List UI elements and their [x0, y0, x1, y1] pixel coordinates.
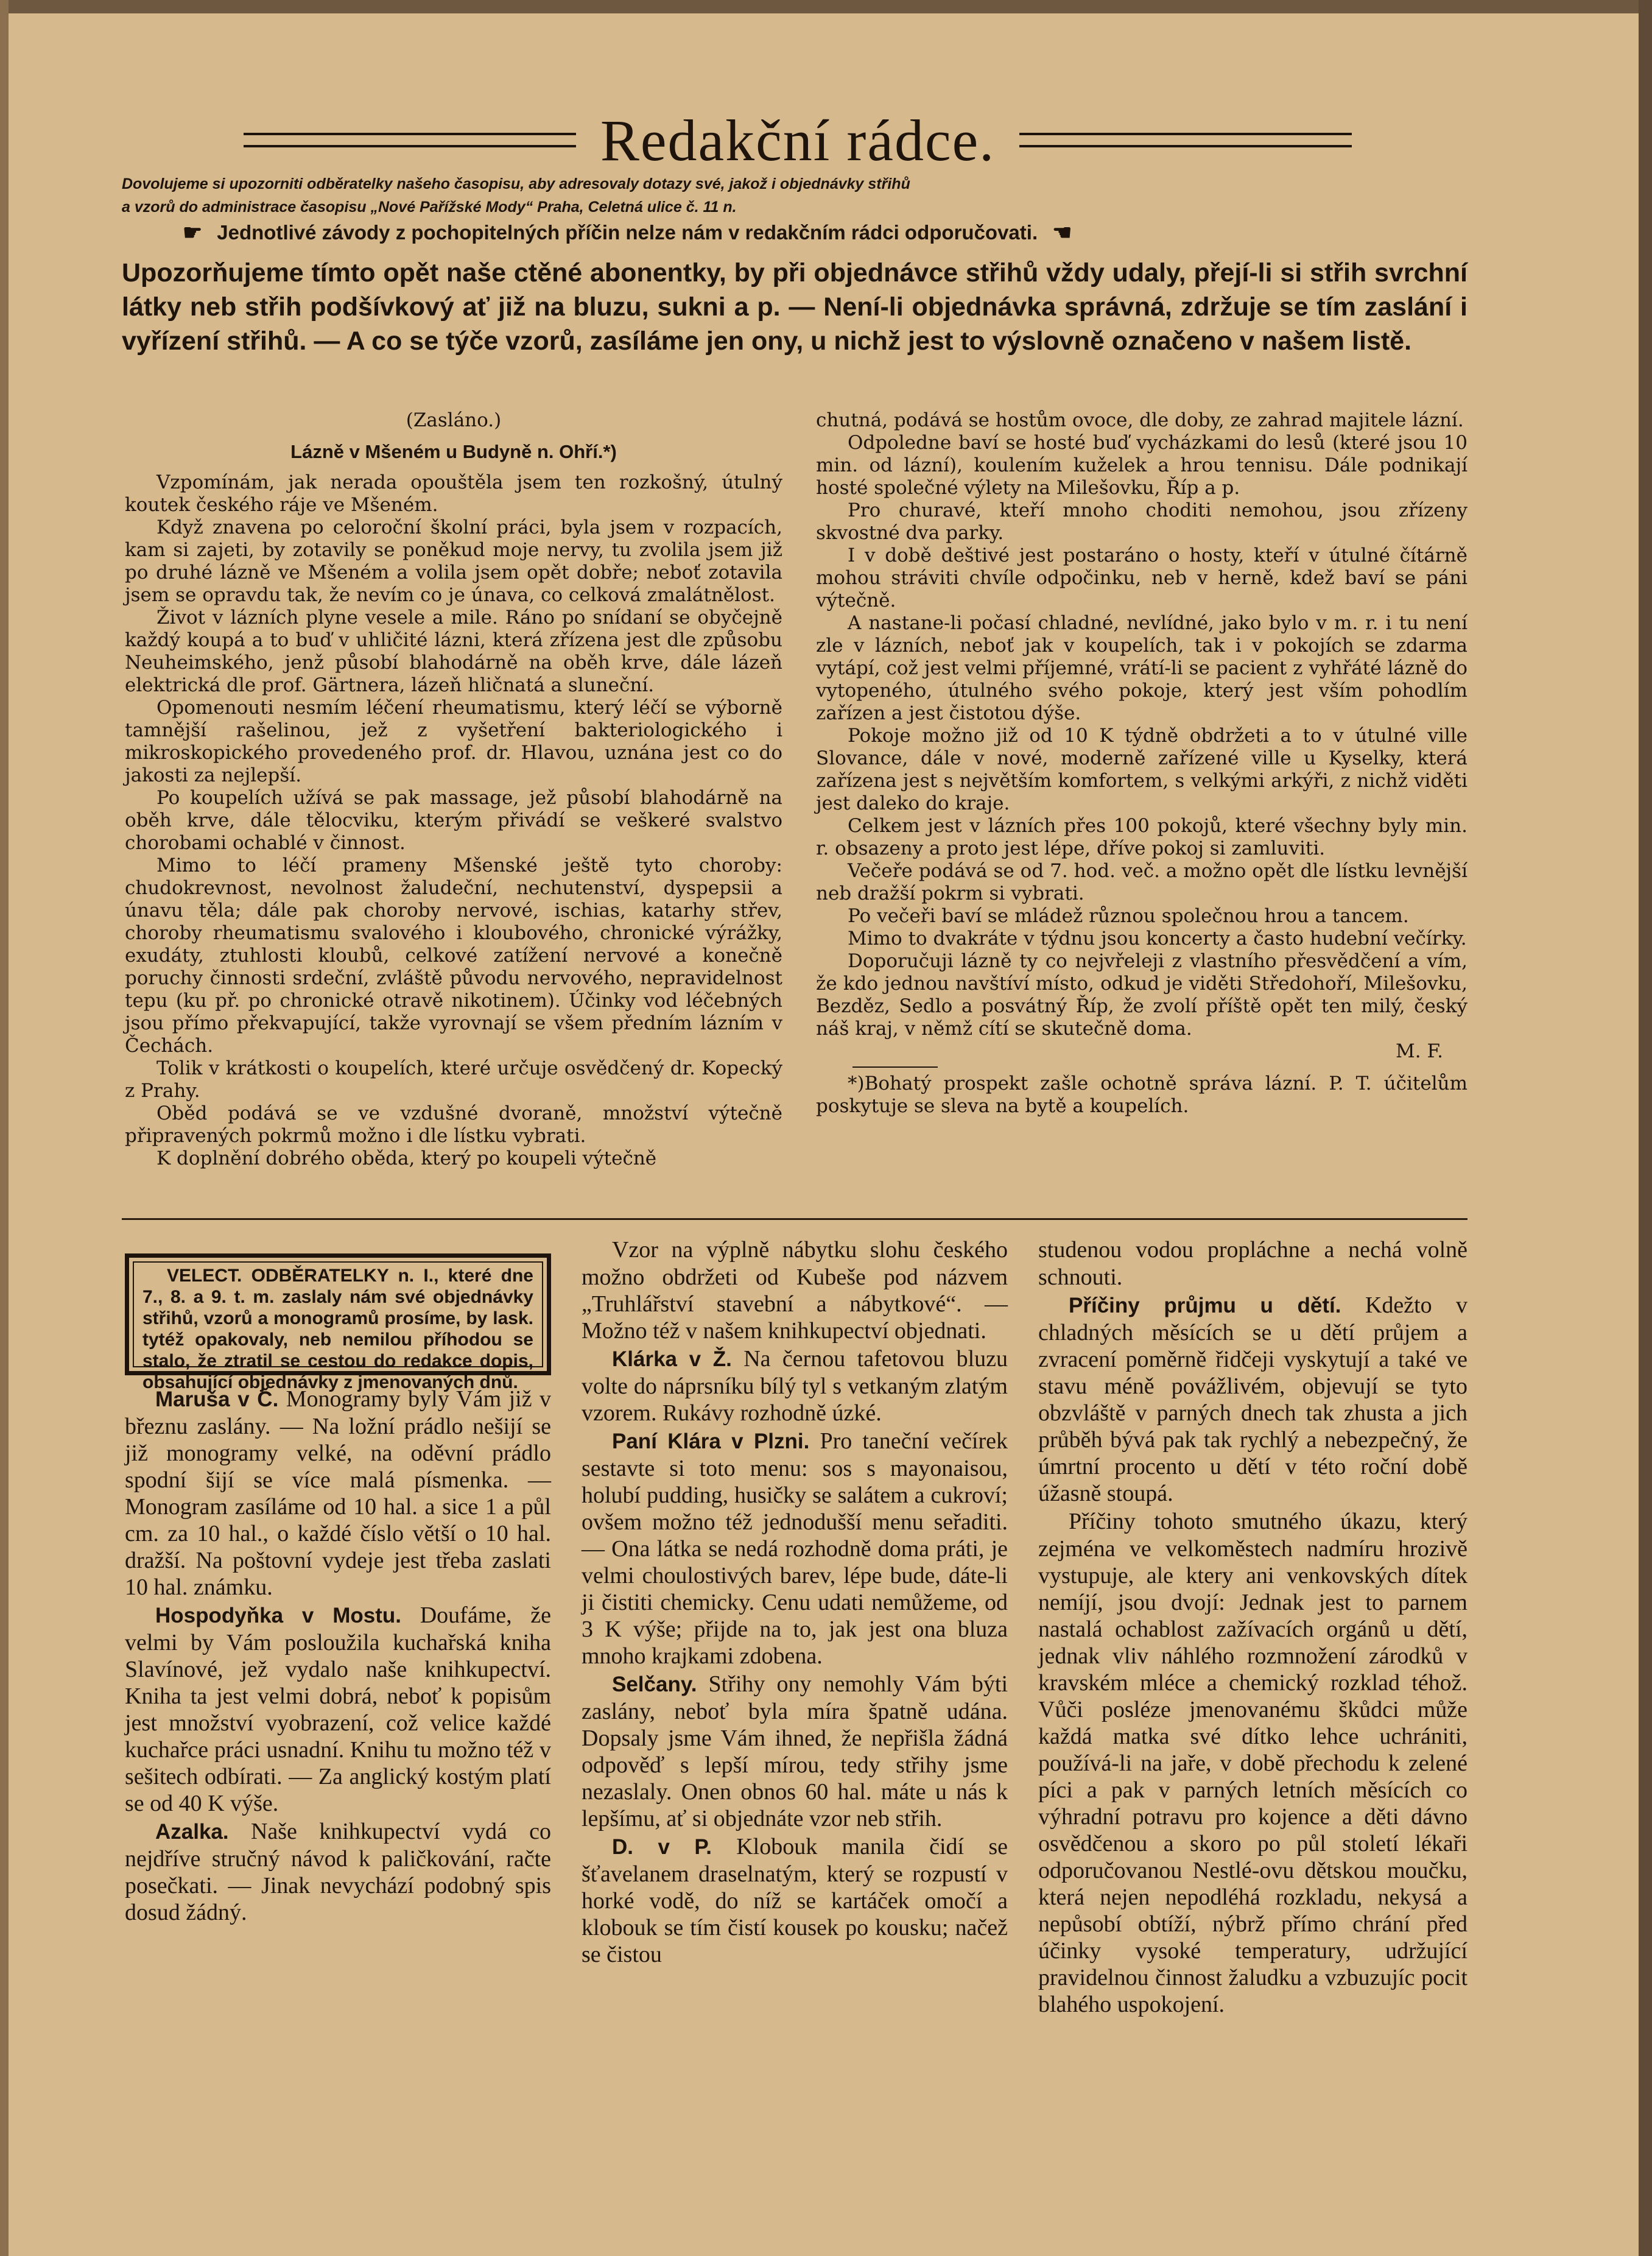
answers-column-1 [125, 1386, 551, 1927]
answer-text: Pro taneční večírek sestavte si toto menu: sos s mayonaisou, holubí pudding, husičky se salátem a cukroví; ovšem možno též jednodušší menu seřaditi. — Ona látka se nedá rozhodně doma práti, je velmi choulostivých barev, lépe bude, dáte-li ji čistiti chemicky. Cenu udati nemůžeme, od 3 K výše; přijde na to, jak jest ona bluza mnoho krajkami zdobena. [582, 1428, 1008, 1669]
article-paragraph: I v době deštivé jest postaráno o hosty, kteří v útulné čítárně mohou stráviti chvíle odpočinku, neb v herně, kdež baví se páni výtečně. [816, 545, 1467, 612]
article-paragraph: K doplnění dobrého oběda, který po koupeli výtečně [156, 1147, 657, 1169]
answer-text: Doufáme, že velmi by Vám posloužila kuchařská kniha Slavínové, jež vydalo naše knihkupectví. Kniha ta jest velmi dobrá, neboť k popisům jest množství vyobrazení, což velice každé kuchařce práci usnadní. Knihu tu možno též v sešitech odbírati. — Za anglický kostým platí se od 40 K výše. [125, 1602, 552, 1816]
pointing-hand-icon-right: ☚ [1052, 220, 1072, 245]
answers-column-3 [1038, 1236, 1467, 2019]
answer-text: Naše knihkupectví vydá co nejdříve stručný návod k paličkování, račte posečkati. — Jinak nevychází podobný spis dosud žádný. [125, 1819, 552, 1925]
answer-recipient: Selčany. [612, 1673, 697, 1696]
answer-recipient: Azalka. [155, 1820, 229, 1844]
article-paragraph: Život v lázních plyne vesele a mile. Ráno po snídaní se obyčejně každý koupá a to buď v uhličité lázni, která zřízena jest dle způsobu Neuheimského, jenž působí blahodárně na oběh krve, dále lázeň elektrická dle prof. Gärtnera, lázeň hličnatá a sluneční. [125, 607, 782, 696]
article-paragraph: Oběd podává se ve vzdušné dvoraně, množství výtečně připravených pokrmů možno i dle lístku vybrati. [125, 1102, 782, 1147]
article-paragraph: A nastane-li počasí chladné, nevlídné, jako bylo v m. r. i tu není zle v lázních, neboť jak v koupelích, tak i v pokojích se zdarma vytápí, což jest velmi příjemné, vrátí-li se pacient z vyhřáté lázně do vytopeného, útulného svého pokoje, který jest vším pohodlím zařízen a jest čistotou dýše. [816, 612, 1467, 724]
article-paragraph: Pro churavé, kteří mnoho choditi nemohou, jsou zřízeny skvostné dva parky. [816, 499, 1467, 544]
header-rule-left [244, 133, 576, 147]
answer-item [125, 1386, 551, 1601]
answer-text: Monogramy byly Vám již v březnu zaslány. — Na ložní prádlo nešijí se již monogramy velké, na oděvní prádlo spodní šijí se více malá písmenka. — Monogram zasíláme od 10 hal. a sice 1 a půl cm. za 10 hal., o každé číslo větší o 10 hal. dražší. Na poštovní vydeje jest třeba zaslati 10 hal. známku. [125, 1386, 551, 1600]
answer-item [125, 1602, 551, 1817]
answer-item [582, 1345, 1008, 1426]
article-signature: M. F. [1396, 1040, 1443, 1062]
answer-recipient: Maruša v Č. [155, 1387, 279, 1411]
boxed-notice-text: VELECT. ODBĚRATELKY n. I., které dne 7., 8. a 9. t. m. zaslaly nám své objednávky střihů, vzorů a monogramů prosíme, by lask. tytéž opakovaly, neb nemilou příhodou se stalo, že ztratil se cestou do redakce dopis, obsahující objednávky z jmenovaných dnů. [133, 1261, 543, 1367]
article-paragraph: Večeře podává se od 7. hod. več. a možno opět dle lístku levnější neb dražší pokrm si vybrati. [816, 860, 1467, 904]
notice-line-3-text: Jednotlivé závody z pochopitelných příčin nelze nám v redakčním rádci odporučovati. [217, 221, 1038, 244]
article-column-left [125, 409, 782, 1170]
answer-text: Kdežto v chladných měsících se u dětí průjem a zvracení poměrně řidčeji vyskytují a také ve stavu méně povážlivém, objevují se tyto obzvláště v parných dnech tak zhusta a jich průběh bývá pak tak rychlý a nebezpečný, že úmrtní procento u dětí v této roční době úžasně stoupá. [1038, 1292, 1468, 1506]
answer-text: Vzor na výplně nábytku slohu českého možno obdržeti od Kubeše pod názvem „Truhlářství stavební a nábytkové“. — Možno též v našem knihkupectví objednati. [582, 1237, 1008, 1344]
answer-item [582, 1428, 1008, 1669]
boxed-notice [125, 1253, 551, 1392]
answer-recipient: Klárka v Ž. [612, 1347, 732, 1371]
answers-column-2 [582, 1236, 1008, 1969]
answer-item [1038, 1508, 1467, 2018]
notice-line-2: a vzorů do administrace časopisu „Nové Pařížské Mody“ Praha, Celetná ulice č. 11 n. [122, 199, 737, 216]
article-paragraph: Po večeři baví se mládež různou společnou hrou a tancem. [848, 905, 1409, 927]
answer-item [1038, 1292, 1467, 1507]
answer-text: Příčiny tohoto smutného úkazu, který zejména ve velkoměstech nadmíru hrozivě vystupuje, ale ktery ani venkovských dítek nemíjí, jsou dvojí: Jednak jest to parnem nastalá ochablost zažívacích orgánů u dětí, jednak vliv náhlého rozmnožení zárodků v kravském mléce a chemický rozklad téhož. Vůči posléze jmenovanému škůdci může každá matka své dítko lehce uchrániti, používá-li na jaře, v době přechodu k zelené píci a pak v parných letních měsících co výhradní potravu pro kojence a děti dávno osvědčenou a skoro po půl století lékaři odporučovanou Nestlé-ovu dětskou moučku, která nejen nepodléhá rozkladu, nekysá a nepůsobí obtíží, nýbrž přímo chrání před účinky vysoké temperatury, udržující pravidelnou činnost žaludku a vzbuzujíc pocit blahého uspokojení. [1038, 1509, 1467, 2017]
article-paragraph: Mimo to dvakráte v týdnu jsou koncerty a často hudební večírky. [848, 928, 1467, 950]
answer-item [582, 1236, 1008, 1344]
subscriber-warning: Upozorňujeme tímto opět naše ctěné abonentky, by při objednávce střihů vždy udaly, přejí-li si střih svrchní látky neb střih podšívkový ať již na bluzu, sukni a p. — Není-li objednávka správná, zdržuje se tím zaslání i vyřízení střihů. — A co se týče vzorů, zasíláme jen ony, u nichž jest to výslovně označeno v našem listě. [122, 258, 1467, 356]
pointing-hand-icon: ☛ [183, 220, 203, 245]
article-paragraph: Doporučuji lázně ty co nejvřeleji z vlastního přesvědčení a vím, že kdo jednou navštíví místo, odkud je viděti Středohoří, Milešovku, Bezděz, Sedlo a posvátný Říp, že zvolí příště opět ten milý, český náš kraj, v němž cítí se skutečně doma. [816, 950, 1467, 1040]
answer-text: Na černou tafetovou bluzu volte do náprsníku bílý tyl s vetkaným zlatým vzorem. Rukávy rozhodně úzké. [582, 1346, 1008, 1426]
notice-line-3 [183, 218, 1437, 247]
page-header [219, 107, 1376, 174]
answer-item [125, 1818, 551, 1926]
answer-item [582, 1671, 1008, 1832]
answer-text: studenou vodou propláchne a nechá volně schnouti. [1038, 1237, 1467, 1290]
answer-recipient: Příčiny průjmu u dětí. [1069, 1294, 1341, 1317]
article-paragraph: Opomenouti nesmím léčení rheumatismu, který léčí se výborně tamnější rašelinou, jež z vyšetření bakteriologického i mikroskopického provedeného prof. dr. Hlavou, uznána jest co do jakosti za nejlepší. [125, 697, 782, 786]
answer-text: Střihy ony nemohly Vám býti zaslány, neboť byla míra špatně udána. Dopsaly jsme Vám ihned, že nepřišla žádná odpověď s lepší mírou, tedy střihy jsme nezaslaly. Onen obnos 60 hal. máte u nás k lepšímu, ať si objednáte vzor neb střih. [582, 1671, 1008, 1831]
header-rule-right [1019, 133, 1352, 147]
article-paragraph: Odpoledne baví se hosté buď vycházkami do lesů (které jsou 10 min. od lázní), koulením kuželek a hrou tennisu. Dále podnikají hosté společné výlety na Milešovku, Říp a p. [816, 432, 1467, 499]
article-paragraph: Po koupelích užívá se pak massage, jež působí blahodárně na oběh krve, dále tělocviku, kterým přivádí se veškeré svalstvo chorobami ochablé v činnost. [125, 787, 782, 854]
answer-recipient: D. v P. [612, 1835, 712, 1859]
article-paragraph: Tolik v krátkosti o koupelích, které určuje osvědčený dr. Kopecký z Prahy. [125, 1057, 782, 1102]
article-paragraph: Mimo to léčí prameny Mšenské ještě tyto choroby: chudokrevnost, nevolnost žaludeční, nechutenství, dyspepsii a únavu těla; dále pak choroby nervové, ischias, katarhy střev, choroby rheumatismu svalového i kloubového, chronické výrážky, exudáty, ztuhlosti kloubů, celkové zatížení nervové a konečně poruchy činnosti srdeční, zvláště původu nervového, nepravidelnost tepu (ku př. po chronické otravě nikotinem). Účinky vod léčebných jsou přímo překvapující, takže vyrovnají se všem předním lázním v Čechách. [125, 855, 782, 1057]
page-right-edge [1639, 0, 1652, 2256]
article-paragraph: Vzpomínám, jak nerada opouštěla jsem ten rozkošný, útulný koutek českého ráje ve Mšeném. [125, 471, 782, 516]
article-footnote: *)Bohatý prospekt zašle ochotně správa lázní. P. T. účitelům poskytuje se sleva na bytě a koupelích. [816, 1073, 1467, 1117]
footnote-rule [852, 1066, 938, 1068]
article-paragraph: Pokoje možno již od 10 K týdně obdržeti a to v útulné ville Slovance, dále v nové, moderně zařízené ville u Kyselky, která zařízena jest s největším komfortem, s velkými arkýři, z nichž viděti jest daleko do kraje. [816, 725, 1467, 814]
article-column-right [816, 409, 1467, 1118]
answer-text: Klobouk manila čidí se šťavelanem draselnatým, který se rozpustí v horké vodě, do níž se kartáček omočí a klobouk se tím čistí kousek po kousku; načež se čistou [582, 1834, 1008, 1967]
article-title: Lázně v Mšeném u Budyně n. Ohří.*) [290, 441, 617, 462]
article-paragraph: Celkem jest v lázních přes 100 pokojů, které všechny byly min. r. obsazeny a proto jest lépe, dříve pokoj si zamluviti. [816, 815, 1467, 859]
notice-line-1: Dovolujeme si upozorniti odběratelky našeho časopisu, aby adresovaly dotazy své, jakož i objednávky střihů [122, 175, 910, 192]
answer-item [1038, 1236, 1467, 1291]
section-divider [122, 1218, 1467, 1220]
answer-recipient: Hospodyňka v Mostu. [155, 1604, 402, 1627]
page-title: Redakční rádce. [600, 107, 996, 173]
answer-item [582, 1833, 1008, 1968]
article-paragraph: Když znavena po celoroční školní práci, byla jsem v rozpacích, kam si zajeti, by zotavily se poněkud moje nervy, tu zvolila jsem již po druhé lázně ve Mšeném a volila jsem opět dobře; neboť zotavila jsem se opravdu tak, že nevím co je únava, co celková zmalátnělost. [125, 516, 782, 606]
article-paragraph: chutná, podává se hostům ovoce, dle doby, ze zahrad majitele lázní. [816, 409, 1464, 431]
answer-recipient: Paní Klára v Plzni. [612, 1429, 810, 1453]
article-kicker: (Zasláno.) [406, 409, 502, 431]
page-left-edge [0, 0, 9, 2256]
page-top-edge [0, 0, 1652, 13]
